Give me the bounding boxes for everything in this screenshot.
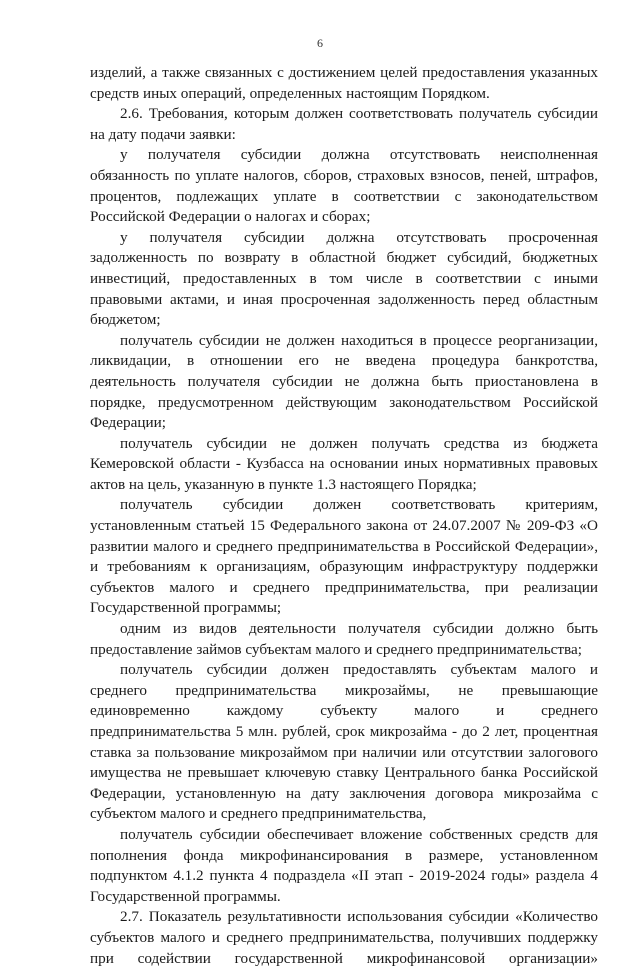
text-line: субъектов малого и среднего предпринимательства, при реализации [90, 578, 598, 596]
text-line: имущества не превышает ключевую ставку Центрального банка Российской [90, 764, 598, 782]
text-line: актов на цель, указанную в пункте 1.3 настоящего Порядка; [90, 475, 477, 493]
text-line: единовременно каждому субъекту малого и среднего [90, 702, 598, 720]
text-line: установленным статьей 15 Федерального закона от 24.07.2007 № 209-ФЗ «О [90, 517, 598, 535]
text-line: Кемеровской области - Кузбасса на основании иных нормативных правовых [90, 455, 598, 473]
text-line: на дату подачи заявки: [90, 125, 236, 143]
text-line: 2.6. Требования, которым должен соответствовать получатель субсидии [120, 105, 598, 123]
text-line: у получателя субсидии должна отсутствовать неисполненная [120, 146, 598, 164]
text-line: получатель субсидии не должен находиться в процессе реорганизации, [120, 331, 598, 349]
text-line: развитии малого и среднего предпринимательства в Российской Федерации», [90, 537, 598, 555]
text-line: получатель субсидии должен предоставлять субъектам малого и [120, 661, 598, 679]
text-line: среднего предпринимательства микрозаймы, не превышающие [90, 681, 598, 699]
text-line: Государственной программы; [90, 599, 282, 617]
text-line: инвестиций, предоставленных в том числе в соответствии с иными [90, 269, 598, 287]
body-text [90, 63, 598, 969]
text-line: пополнения фонда микрофинансирования в размере, установленном [90, 846, 598, 864]
text-line: правовыми актами, и иная просроченная задолженность перед областным [90, 290, 598, 308]
text-line: Российской Федерации о налогах и сборах; [90, 208, 371, 226]
text-line: у получателя субсидии должна отсутствовать просроченная [120, 228, 598, 246]
text-line: бюджетом; [90, 311, 161, 329]
text-line: и требованиям к организациям, образующим инфраструктуру поддержки [90, 558, 598, 576]
text-line: субъектов малого и среднего предпринимательства, получивших поддержку [90, 928, 598, 946]
text-line: Федерации; [90, 414, 166, 432]
text-line: получатель субсидии должен соответствовать критериям, [120, 496, 598, 514]
text-line: подпунктом 4.1.2 пункта 4 подраздела «II этап - 2019-2024 годы» раздела 4 [90, 867, 598, 885]
text-line: Государственной программы. [90, 887, 281, 905]
text-line: средств иных операций, определенных настоящим Порядком. [90, 84, 490, 102]
text-line: обязанность по уплате налогов, сборов, страховых взносов, пеней, штрафов, [90, 166, 598, 184]
text-line: при содействии государственной микрофинансовой организации» [90, 949, 598, 967]
page-number: 6 [317, 36, 323, 50]
text-line: деятельность получателя субсидии не должна быть приостановлена в [90, 372, 598, 390]
text-line: предоставление займов субъектам малого и среднего предпринимательства; [90, 640, 582, 658]
text-line: задолженность по возврату в областной бюджет субсидий, бюджетных [90, 249, 598, 267]
text-line: получатель субсидии обеспечивает вложение собственных средств для [120, 825, 598, 843]
text-line: ликвидации, в отношении его не введена процедура банкротства, [90, 352, 598, 370]
text-line: Федерации, установленную на дату заключения договора микрозайма с [90, 784, 598, 802]
text-line: ставка за пользование микрозаймом при наличии или отсутствии залогового [90, 743, 598, 761]
text-line: процентов, подлежащих уплате в соответствии с законодательством [90, 187, 598, 205]
text-line: получатель субсидии не должен получать средства из бюджета [120, 434, 598, 452]
text-line: субъектом малого и среднего предпринимательства, [90, 805, 427, 823]
text-line: 2.7. Показатель результативности использования субсидии «Количество [120, 908, 598, 926]
text-line: предпринимательства 5 млн. рублей, срок микрозайма - до 2 лет, процентная [90, 723, 598, 740]
text-line: изделий, а также связанных с достижением целей предоставления указанных [90, 64, 598, 81]
text-line: одним из видов деятельности получателя субсидии должно быть [120, 620, 598, 638]
text-line: порядке, предусмотренном действующим законодательством Российской [90, 393, 598, 411]
